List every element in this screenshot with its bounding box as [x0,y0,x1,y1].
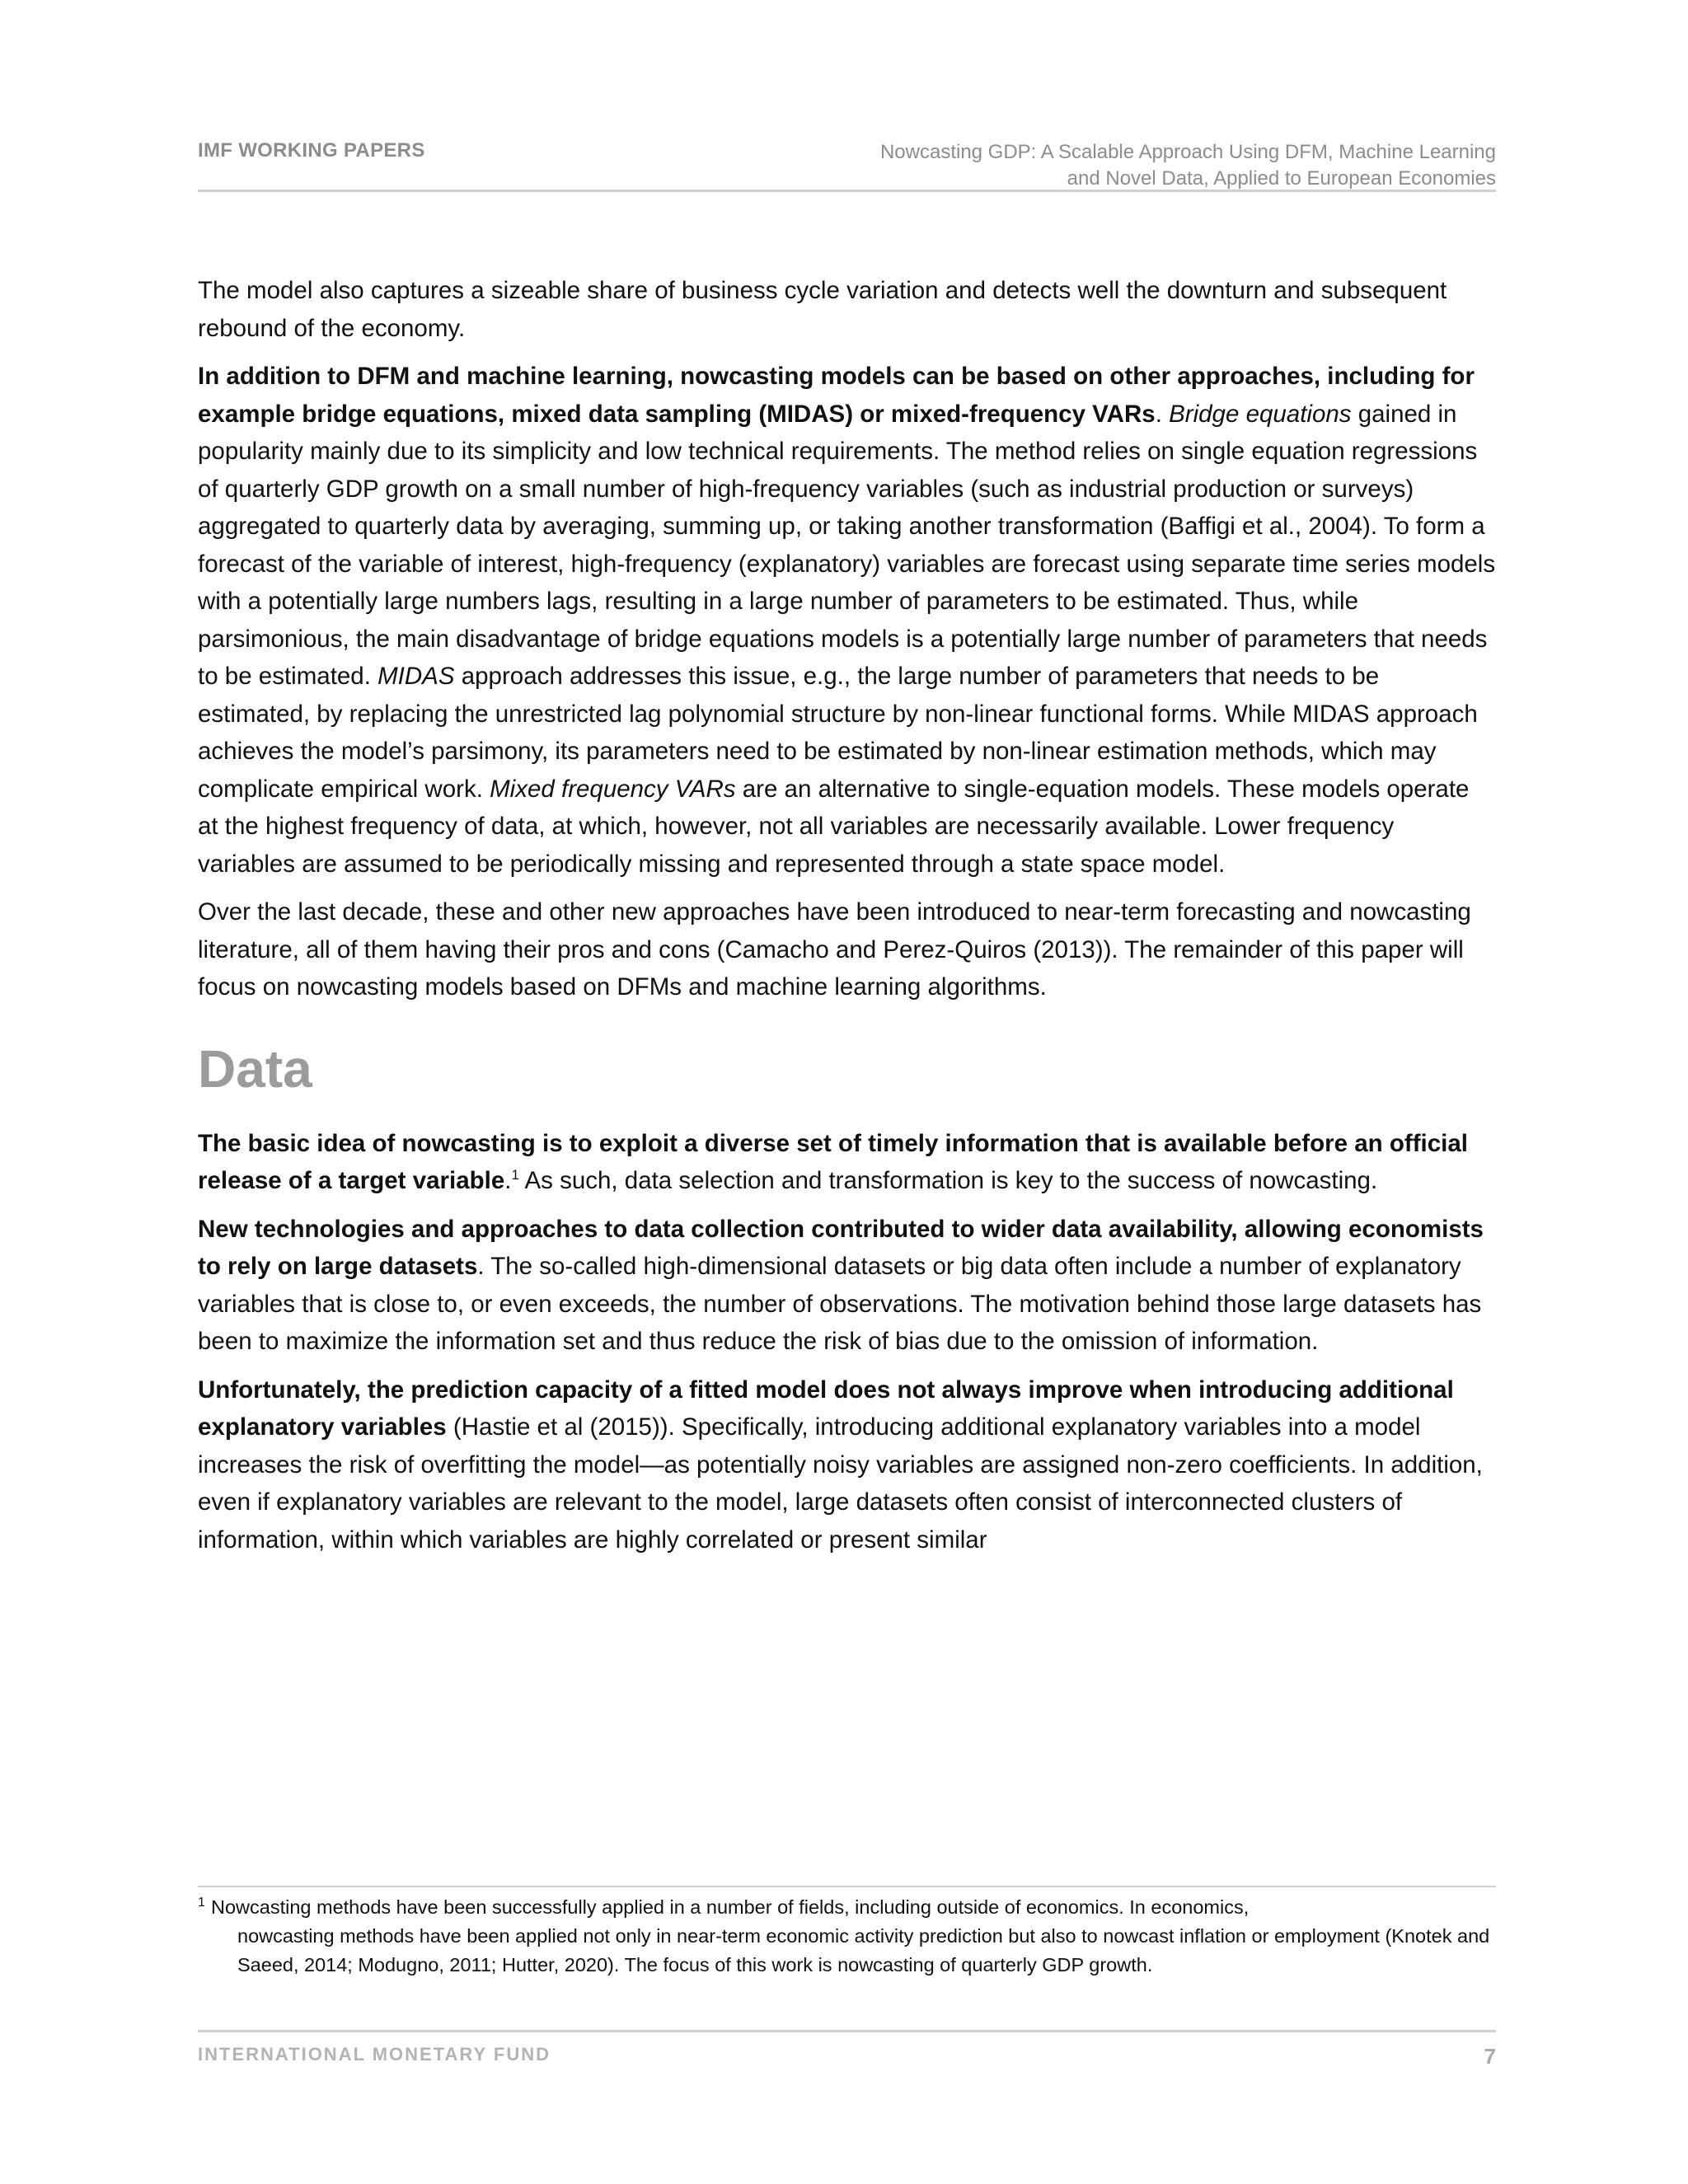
page-number: 7 [1484,2044,1496,2069]
paper-page [198,0,1496,2184]
paragraph-1: The model also captures a sizeable share of business cycle variation and detects well the downturn and subsequent rebound of the economy. [198,277,1447,342]
running-header [198,137,1496,192]
footnote-mark: 1 [198,1896,205,1910]
paragraph-2 [198,358,1496,883]
paragraph-3: Over the last decade, these and other new approaches have been introduced to near-term forecasting and nowcasting literature, all of them having their pros and cons (Camacho and Perez-Quiros (2013)). The remainder of this paper will focus on nowcasting models based on DFMs and machine learning algorithms. [198,898,1471,1001]
paragraph-6-text: (Hastie et al (2015)). Specifically, introducing additional explanatory variables into a model increases the risk of overfitting the model—as potentially noisy variables are assigned non-zero coefficients. In addition, even if explanatory variables are relevant to the model, large datasets often consist of interconnected clusters of information, within which variables are highly correlated or present similar [198,1413,1483,1554]
term-midas: MIDAS [377,663,455,690]
footnote-divider [198,1886,1496,1887]
paper-title-line1: Nowcasting GDP: A Scalable Approach Using DFM, Machine Learning [879,141,1496,163]
paragraph-4-text-b: As such, data selection and transformation is key to the success of nowcasting. [518,1167,1378,1194]
footnote-line-1: Nowcasting methods have been successfully applied in a number of fields, including outside of economics. In economics, [211,1896,1250,1918]
paragraph-4 [198,1125,1496,1200]
paragraph-2-text-d: are an alternative to single-equation models. These models operate at the highest frequency of data, at which, however, not all variables are necessarily available. Lower frequency variables are assumed to be periodically missing and represented through a state space model. [198,775,1470,878]
paragraph-4-lead: The basic idea of nowcasting is to exploit a diverse set of timely information that is available before an official release of a target variable [198,1129,1468,1194]
term-bridge-equations: Bridge equations [1169,400,1352,428]
body-text [198,272,1496,1569]
paragraph-5 [198,1211,1496,1361]
paragraph-2-text-c: approach addresses this issue, e.g., the large number of parameters that needs to be estimated, by replacing the unrestricted lag polynomial structure by non-linear functional forms. While MIDAS approach achieves the model’s parsimony, its parameters need to be estimated by non-linear estimation methods, which may complicate empirical work. [198,663,1478,803]
paragraph-2-lead: In addition to DFM and machine learning, nowcasting models can be based on other approaches, including for example bridge equations, mixed data sampling (MIDAS) or mixed-frequency VARs [198,363,1475,428]
footnote [198,1893,1496,1980]
paragraph-6 [198,1371,1496,1559]
publisher-name: INTERNATIONAL MONETARY FUND [198,2044,551,2064]
paragraph-6-lead: Unfortunately, the prediction capacity of a fitted model does not always improve when introducing additional explanatory variables [198,1376,1454,1441]
paragraph-2-text-a: . [1155,400,1170,428]
paragraph-5-lead: New technologies and approaches to data collection contributed to wider data availability, allowing economists to rely on large datasets [198,1215,1484,1280]
section-heading-data: Data [198,1038,312,1099]
footnote-continuation: nowcasting methods have been applied not only in near-term economic activity prediction but also to nowcast inflation or employment (Knotek and Saeed, 2014; Modugno, 2011; Hutter, 2020). The focus of this work is nowcasting of quarterly GDP growth. [237,1925,1490,1975]
paragraph-2-text-b: gained in popularity mainly due to its simplicity and low technical requirements. The method relies on single equation regressions of quarterly GDP growth on a small number of high-frequency variables (such as industrial production or surveys) aggregated to quarterly data by averaging, summing up, or taking another transformation (Baffigi et al., 2004). To form a forecast of the variable of interest, high-frequency (explanatory) variables are forecast using separate time series models with a potentially large numbers lags, resulting in a large number of parameters to be estimated. Thus, while parsimonious, the main disadvantage of bridge equations models is a potentially large number of parameters that needs to be estimated. [198,400,1496,690]
paper-title [880,139,1496,192]
page-footer [198,2030,1496,2069]
footnote-reference[interactable]: 1 [511,1167,519,1183]
paragraph-4-text-a: . [504,1167,512,1194]
paper-title-line2: and Novel Data, Applied to European Economies [1067,167,1496,190]
paragraph-5-text: . The so-called high-dimensional datasets or big data often include a number of explanatory variables that is close to, or even exceeds, the number of observations. The motivation behind those large datasets has been to maximize the information set and thus reduce the risk of bias due to the omission of information. [198,1253,1482,1355]
series-title: IMF WORKING PAPERS [198,139,425,162]
term-mixed-frequency-vars: Mixed frequency VARs [490,775,736,803]
